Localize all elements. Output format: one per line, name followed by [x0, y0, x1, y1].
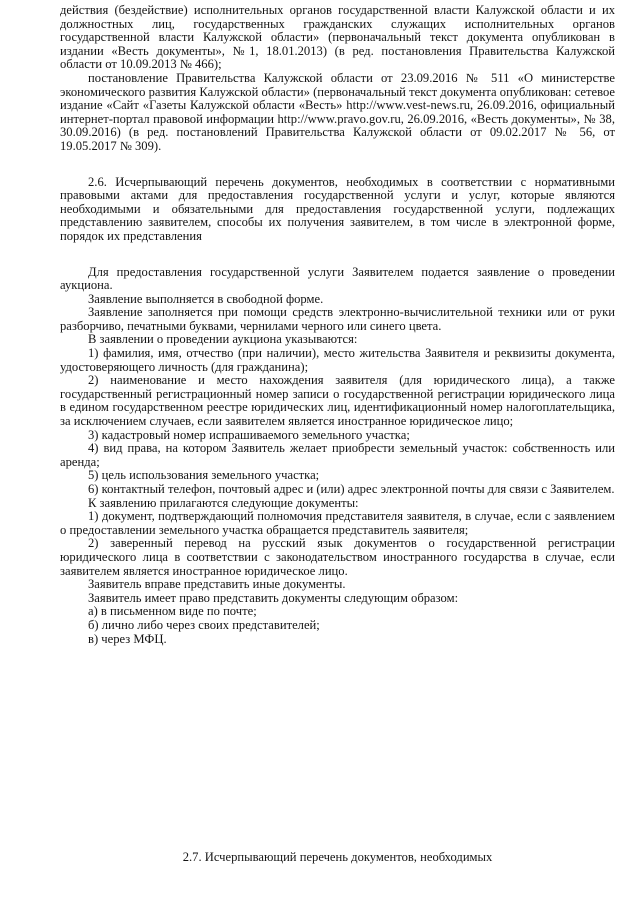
- submission-item-c: в) через МФЦ.: [88, 631, 167, 646]
- paragraph-main-1: Для предоставления государственной услуги Заявителем подается заявление о проведении аукциона.: [60, 264, 615, 293]
- paragraph-top-2: постановление Правительства Калужской области от 23.09.2016 № 511 «О министерстве экономического развития Калужской области» (первоначальный текст документа опубликован: сетевое издание «Сайт «Газеты Калужской области «Весть» http://www.vest-news.ru, 26.09.2016, официальный интернет-портал правовой информации http://www.pravo.gov.ru, 26.09.2016, «Весть документы», № 38, 30.09.2016) (в ред. постановлений Правительства Калужской области от 09.02.2017 № 56, от 19.05.2017 № 309).: [60, 70, 615, 153]
- paragraph-main-4: В заявлении о проведении аукциона указываются:: [88, 332, 358, 347]
- list-item-5: 5) цель использования земельного участка;: [88, 468, 320, 483]
- list-item-1: 1) фамилия, имя, отчество (при наличии), место жительства Заявителя и реквизиты документа, удостоверяющего личность (для гражданина);: [60, 346, 615, 374]
- list-item-3: 3) кадастровый номер испрашиваемого земельного участка;: [88, 427, 410, 442]
- section-heading-2-6: 2.6. Исчерпывающий перечень документов, необходимых в соответствии с нормативными правовыми актами для предоставления государственной услуги и услуг, которые являются необходимыми и обязательными для предоставления государственной услуги, подлежащих представлению заявителем, способы их получения заявителем, в том числе в электронной форме, порядок их представления: [60, 174, 615, 243]
- list-item-2: 2) наименование и место нахождения заявителя (для юридического лица), а также государственный регистрационный номер записи о государственной регистрации юридического лица в едином государственном реестре юридических лиц, идентификационный номер налогоплательщика, за исключением случаев, если заявителем является иностранное юридическое лицо;: [60, 373, 615, 429]
- list-item-4: 4) вид права, на котором Заявитель желает приобрести земельный участок: собственность или аренда;: [60, 441, 615, 469]
- document-page: [60, 4, 615, 646]
- attachment-item-2: 2) заверенный перевод на русский язык документов о государственной регистрации юридического лица в соответствии с законодательством иностранного государства в случае, если заявителем является иностранное юридическое лицо.: [60, 536, 615, 578]
- paragraph-submission-methods: Заявитель имеет право представить документы следующим образом:: [88, 590, 459, 605]
- paragraph-main-2: Заявление выполняется в свободной форме.: [88, 291, 324, 306]
- attachment-item-1: 1) документ, подтверждающий полномочия представителя заявителя, в случае, если с заявлением о предоставлении земельного участка обращается представитель заявителя;: [60, 509, 615, 537]
- submission-item-a: а) в письменном виде по почте;: [88, 604, 257, 619]
- paragraph-other-docs: Заявитель вправе представить иные документы.: [88, 577, 346, 592]
- paragraph-attachments: К заявлению прилагаются следующие документы:: [88, 495, 359, 510]
- submission-item-b: б) лично либо через своих представителей;: [88, 617, 320, 632]
- paragraph-main-3: Заявление заполняется при помощи средств электронно-вычислительной техники или от руки разборчиво, печатными буквами, чернилами черного или синего цвета.: [60, 305, 615, 333]
- section-heading-2-7: 2.7. Исчерпывающий перечень документов, необходимых: [182, 850, 493, 864]
- paragraph-top-1: действия (бездействие) исполнительных органов государственной власти Калужской области и их должностных лиц, государственных гражданских служащих исполнительных органов государственной власти Калужской области» (первоначальный текст документа опубликован в издании «Весть документы», №1, 18.01.2013) (в ред. постановления Правительства Калужской области от 10.09.2013 № 466);: [60, 3, 615, 72]
- list-item-6: 6) контактный телефон, почтовый адрес и (или) адрес электронной почты для связи с Заявителем.: [88, 482, 615, 496]
